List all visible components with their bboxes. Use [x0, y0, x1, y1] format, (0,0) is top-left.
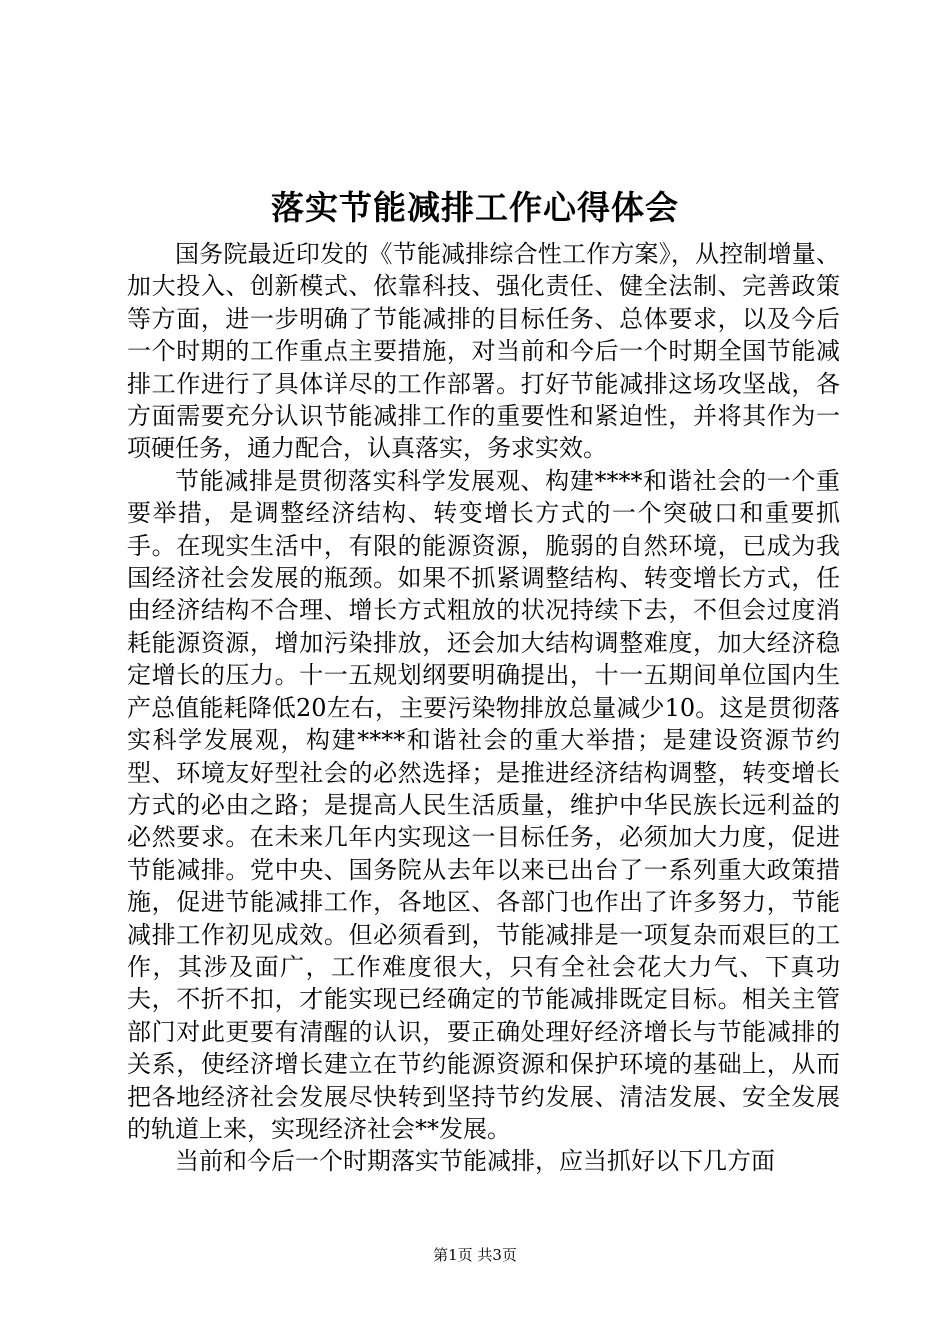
page-footer [0, 1245, 950, 1265]
document-title: 落实节能减排工作心得体会 [271, 188, 679, 227]
page-indicator: 第1页 共3页 [433, 1246, 517, 1264]
paragraph: 国务院最近印发的《节能减排综合性工作方案》，从控制增量、加大投入、创新模式、依靠科技、强化责任、健全法制、完善政策等方面，进一步明确了节能减排的目标任务、总体要求，以及今后一个时期的工作重点主要措施，对当前和今后一个时期全国节能减排工作进行了具体详尽的工作部署。打好节能减排这场攻坚战，各方面需要充分认识节能减排工作的重要性和紧迫性，并将其作为一项硬任务，通力配合，认真落实，务求实效。 [127, 240, 840, 463]
document-body [127, 238, 840, 1178]
paragraph: 当前和今后一个时期落实节能减排，应当抓好以下几方面 [175, 1147, 775, 1176]
paragraph: 节能减排是贯彻落实科学发展观、构建****和谐社会的一个重要举措，是调整经济结构、转变增长方式的一个突破口和重要抓手。在现实生活中，有限的能源资源，脆弱的自然环境，已成为我国经济社会发展的瓶颈。如果不抓紧调整结构、转变增长方式，任由经济结构不合理、增长方式粗放的状况持续下去，不但会过度消耗能源资源，增加污染排放，还会加大结构调整难度，加大经济稳定增长的压力。十一五规划纲要明确提出，十一五期间单位国内生产总值能耗降低20左右，主要污染物排放总量减少10。这是贯彻落实科学发展观，构建****和谐社会的重大举措；是建设资源节约型、环境友好型社会的必然选择；是推进经济结构调整，转变增长方式的必由之路；是提高人民生活质量，维护中华民族长远利益的必然要求。在未来几年内实现这一目标任务，必须加大力度，促进节能减排。党中央、国务院从去年以来已出台了一系列重大政策措施，促进节能减排工作，各地区、各部门也作出了许多努力，节能减排工作初见成效。但必须看到，节能减排是一项复杂而艰巨的工作，其涉及面广，工作难度很大，只有全社会花大力气、下真功夫，不折不扣，才能实现已经确定的节能减排既定目标。相关主管部门对此更要有清醒的认识，要正确处理好经济增长与节能减排的关系，使经济增长建立在节约能源资源和保护环境的基础上，从而把各地经济社会发展尽快转到坚持节约发展、清洁发展、安全发展的轨道上来，实现经济社会**发展。 [127, 466, 840, 1143]
